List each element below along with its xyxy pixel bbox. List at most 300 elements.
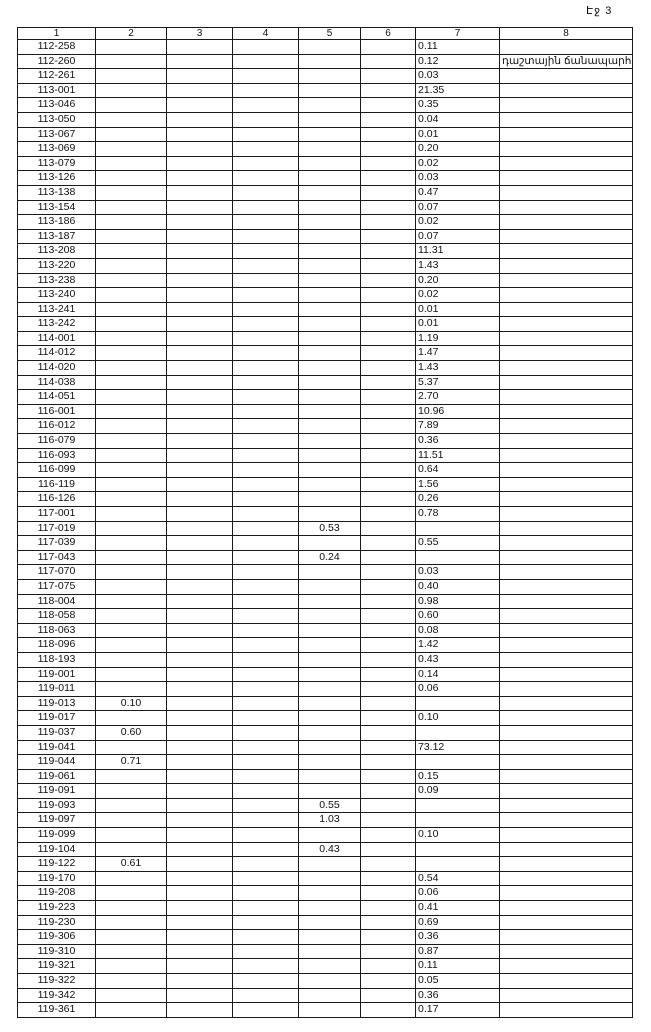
cell-col-1: 113-242 [18,317,96,332]
empty-cell [361,871,416,886]
cell-col-5 [299,317,361,332]
cell-col-2 [96,930,167,945]
cell-col-1: 119-342 [18,988,96,1003]
cell-col-8 [500,463,633,478]
cell-col-8 [500,390,633,405]
empty-cell [167,331,233,346]
empty-cell [233,375,299,390]
cell-col-5 [299,171,361,186]
empty-cell [167,886,233,901]
empty-cell [233,667,299,682]
cell-col-8 [500,69,633,84]
empty-cell [233,579,299,594]
cell-col-7: 0.17 [416,1003,500,1018]
empty-cell [361,959,416,974]
cell-col-2 [96,375,167,390]
cell-col-2 [96,536,167,551]
empty-cell [361,536,416,551]
cell-col-7 [416,696,500,711]
empty-cell [361,638,416,653]
empty-cell [361,200,416,215]
table-row [18,915,633,930]
empty-cell [233,419,299,434]
empty-cell [361,755,416,770]
empty-cell [361,142,416,157]
page-number: Էջ 3 [586,5,613,17]
empty-cell [167,390,233,405]
cell-col-2 [96,346,167,361]
cell-col-1: 119-170 [18,871,96,886]
cell-col-2 [96,901,167,916]
cell-col-2 [96,361,167,376]
cell-col-8 [500,273,633,288]
empty-cell [233,69,299,84]
empty-cell [361,507,416,522]
table-row [18,769,633,784]
cell-col-5: 1.03 [299,813,361,828]
cell-col-2 [96,871,167,886]
cell-col-8 [500,682,633,697]
cell-col-1: 118-096 [18,638,96,653]
table-row [18,871,633,886]
empty-cell [361,784,416,799]
empty-cell [233,288,299,303]
empty-cell [361,54,416,69]
cell-col-2 [96,331,167,346]
cell-col-5 [299,375,361,390]
cell-col-7: 1.47 [416,346,500,361]
cell-col-1: 114-020 [18,361,96,376]
empty-cell [167,448,233,463]
empty-cell [361,725,416,740]
cell-col-1: 119-230 [18,915,96,930]
cell-col-7: 0.69 [416,915,500,930]
cell-col-8 [500,507,633,522]
empty-cell [167,798,233,813]
cell-col-5 [299,988,361,1003]
empty-cell [233,156,299,171]
cell-col-5 [299,944,361,959]
empty-cell [167,930,233,945]
cell-col-7: 1.19 [416,331,500,346]
cell-col-1: 112-260 [18,54,96,69]
cell-col-7: 0.11 [416,959,500,974]
empty-cell [233,725,299,740]
cell-col-2 [96,477,167,492]
empty-cell [361,273,416,288]
table-row [18,171,633,186]
cell-col-2 [96,142,167,157]
cell-col-5 [299,142,361,157]
empty-cell [233,404,299,419]
empty-cell [167,477,233,492]
cell-col-5 [299,755,361,770]
empty-cell [361,886,416,901]
table-row [18,594,633,609]
cell-col-5 [299,419,361,434]
empty-cell [361,361,416,376]
empty-cell [167,842,233,857]
empty-cell [167,492,233,507]
cell-col-8 [500,142,633,157]
cell-col-1: 119-104 [18,842,96,857]
empty-cell [233,83,299,98]
empty-cell [361,901,416,916]
empty-cell [233,755,299,770]
cell-col-5 [299,901,361,916]
empty-cell [361,565,416,580]
cell-col-7 [416,857,500,872]
cell-col-2 [96,828,167,843]
empty-cell [361,244,416,259]
cell-col-1: 113-138 [18,185,96,200]
table-row [18,302,633,317]
cell-col-8 [500,448,633,463]
table-row [18,83,633,98]
empty-cell [233,477,299,492]
cell-col-5 [299,594,361,609]
empty-cell [233,901,299,916]
cell-col-7: 0.36 [416,988,500,1003]
cell-col-7: 0.60 [416,609,500,624]
cell-col-8 [500,361,633,376]
cell-col-5 [299,390,361,405]
empty-cell [233,331,299,346]
table-row [18,667,633,682]
empty-cell [167,54,233,69]
empty-cell [167,69,233,84]
cell-col-7: 0.10 [416,828,500,843]
cell-col-2 [96,317,167,332]
column-header-1: 1 [18,28,96,40]
empty-cell [233,317,299,332]
cell-col-1: 119-099 [18,828,96,843]
cell-col-1: 119-310 [18,944,96,959]
cell-col-7: 0.03 [416,565,500,580]
empty-cell [167,901,233,916]
cell-col-5 [299,156,361,171]
empty-cell [167,112,233,127]
cell-col-8 [500,258,633,273]
empty-cell [167,740,233,755]
empty-cell [233,434,299,449]
cell-col-2 [96,69,167,84]
empty-cell [167,725,233,740]
cell-col-8 [500,944,633,959]
empty-cell [167,463,233,478]
empty-cell [233,98,299,113]
cell-col-7: 2.70 [416,390,500,405]
cell-col-8 [500,638,633,653]
cell-col-1: 113-240 [18,288,96,303]
table-row [18,579,633,594]
cell-col-7: 0.01 [416,127,500,142]
cell-col-7: 11.31 [416,244,500,259]
table-row [18,200,633,215]
cell-col-5 [299,740,361,755]
cell-col-2 [96,244,167,259]
empty-cell [361,448,416,463]
cell-col-2 [96,258,167,273]
table-row [18,40,633,55]
empty-cell [167,40,233,55]
cell-col-8 [500,434,633,449]
empty-cell [167,696,233,711]
cell-col-1: 119-041 [18,740,96,755]
cell-col-5 [299,185,361,200]
empty-cell [233,842,299,857]
cell-col-2 [96,623,167,638]
cell-col-2 [96,652,167,667]
empty-cell [361,1003,416,1018]
cell-col-8 [500,798,633,813]
cell-col-8 [500,521,633,536]
empty-cell [167,156,233,171]
table-row [18,565,633,580]
cell-col-1: 113-067 [18,127,96,142]
empty-cell [167,288,233,303]
cell-col-2 [96,448,167,463]
column-header-2: 2 [96,28,167,40]
empty-cell [233,886,299,901]
cell-col-8 [500,755,633,770]
cell-col-5 [299,652,361,667]
cell-col-1: 114-001 [18,331,96,346]
empty-cell [233,638,299,653]
cell-col-2 [96,390,167,405]
cell-col-2 [96,98,167,113]
empty-cell [233,229,299,244]
cell-col-1: 119-306 [18,930,96,945]
cell-col-8 [500,244,633,259]
cell-col-2 [96,521,167,536]
column-header-3: 3 [167,28,233,40]
empty-cell [361,331,416,346]
cell-col-1: 118-058 [18,609,96,624]
cell-col-5 [299,127,361,142]
cell-col-1: 119-321 [18,959,96,974]
table-row [18,477,633,492]
table-row [18,244,633,259]
land-parcel-table [17,27,633,1018]
table-row [18,258,633,273]
cell-col-5: 0.24 [299,550,361,565]
cell-col-7: 5.37 [416,375,500,390]
empty-cell [233,594,299,609]
table-row [18,288,633,303]
table-row [18,550,633,565]
cell-col-5 [299,857,361,872]
table-row [18,696,633,711]
cell-col-5 [299,83,361,98]
cell-col-5 [299,959,361,974]
cell-col-7: 0.36 [416,434,500,449]
cell-col-2 [96,127,167,142]
table-row [18,842,633,857]
table-row [18,652,633,667]
table-row [18,857,633,872]
cell-col-1: 113-079 [18,156,96,171]
cell-col-1: 116-079 [18,434,96,449]
cell-col-1: 116-119 [18,477,96,492]
cell-col-2 [96,492,167,507]
empty-cell [167,755,233,770]
cell-col-8 [500,725,633,740]
cell-col-2 [96,185,167,200]
cell-col-2 [96,579,167,594]
cell-col-7: 1.56 [416,477,500,492]
cell-col-1: 119-013 [18,696,96,711]
cell-col-1: 119-011 [18,682,96,697]
cell-col-2 [96,915,167,930]
cell-col-7: 0.07 [416,229,500,244]
table-row [18,536,633,551]
table-row [18,127,633,142]
empty-cell [361,579,416,594]
cell-col-1: 114-012 [18,346,96,361]
cell-col-8 [500,769,633,784]
cell-col-5 [299,200,361,215]
empty-cell [233,798,299,813]
cell-col-5: 0.53 [299,521,361,536]
empty-cell [233,550,299,565]
empty-cell [233,536,299,551]
cell-col-2 [96,842,167,857]
empty-cell [167,769,233,784]
table-row [18,492,633,507]
cell-col-1: 117-070 [18,565,96,580]
cell-col-2 [96,740,167,755]
table-row [18,798,633,813]
table-row [18,229,633,244]
empty-cell [233,40,299,55]
empty-cell [167,974,233,989]
empty-cell [167,185,233,200]
cell-col-7: 0.98 [416,594,500,609]
cell-col-5 [299,215,361,230]
cell-col-1: 116-093 [18,448,96,463]
empty-cell [167,434,233,449]
cell-col-8 [500,536,633,551]
empty-cell [167,915,233,930]
cell-col-8 [500,652,633,667]
cell-col-5 [299,784,361,799]
cell-col-2 [96,288,167,303]
empty-cell [167,273,233,288]
cell-col-5 [299,229,361,244]
cell-col-8 [500,477,633,492]
empty-cell [167,565,233,580]
cell-col-7: 0.20 [416,142,500,157]
cell-col-7: 0.40 [416,579,500,594]
cell-col-7: 0.02 [416,156,500,171]
empty-cell [361,550,416,565]
empty-cell [167,302,233,317]
cell-col-7: 0.64 [416,463,500,478]
cell-col-2 [96,886,167,901]
cell-col-2 [96,594,167,609]
empty-cell [233,769,299,784]
empty-cell [361,594,416,609]
empty-cell [167,871,233,886]
cell-col-7: 0.02 [416,215,500,230]
cell-col-5 [299,769,361,784]
cell-col-8: դաշտային ճանապարհ [500,54,633,69]
empty-cell [167,682,233,697]
empty-cell [361,842,416,857]
cell-col-8 [500,813,633,828]
empty-cell [167,142,233,157]
cell-col-5: 0.43 [299,842,361,857]
cell-col-2: 0.10 [96,696,167,711]
empty-cell [233,682,299,697]
cell-col-1: 113-208 [18,244,96,259]
cell-col-2 [96,550,167,565]
table-row [18,784,633,799]
empty-cell [167,404,233,419]
table-row [18,944,633,959]
empty-cell [361,463,416,478]
empty-cell [167,375,233,390]
empty-cell [167,361,233,376]
cell-col-5 [299,112,361,127]
empty-cell [167,521,233,536]
cell-col-5 [299,828,361,843]
cell-col-5 [299,609,361,624]
empty-cell [233,1003,299,1018]
cell-col-2 [96,959,167,974]
cell-col-7 [416,813,500,828]
empty-cell [167,579,233,594]
cell-col-1: 113-046 [18,98,96,113]
cell-col-8 [500,156,633,171]
cell-col-8 [500,988,633,1003]
empty-cell [167,784,233,799]
cell-col-8 [500,302,633,317]
cell-col-1: 117-043 [18,550,96,565]
column-header-7: 7 [416,28,500,40]
cell-col-2 [96,944,167,959]
empty-cell [361,390,416,405]
table-row [18,375,633,390]
empty-cell [361,696,416,711]
table-row [18,463,633,478]
cell-col-2 [96,200,167,215]
cell-col-5 [299,696,361,711]
cell-col-1: 116-012 [18,419,96,434]
column-header-8: 8 [500,28,633,40]
cell-col-2 [96,682,167,697]
cell-col-5 [299,54,361,69]
empty-cell [167,244,233,259]
cell-col-5 [299,886,361,901]
cell-col-1: 118-193 [18,652,96,667]
empty-cell [167,959,233,974]
empty-cell [233,740,299,755]
table-row [18,740,633,755]
cell-col-1: 116-001 [18,404,96,419]
cell-col-8 [500,419,633,434]
table-row [18,215,633,230]
cell-col-1: 113-186 [18,215,96,230]
cell-col-2 [96,711,167,726]
cell-col-8 [500,828,633,843]
empty-cell [361,229,416,244]
empty-cell [361,83,416,98]
cell-col-1: 112-261 [18,69,96,84]
cell-col-1: 113-050 [18,112,96,127]
cell-col-7: 0.55 [416,536,500,551]
